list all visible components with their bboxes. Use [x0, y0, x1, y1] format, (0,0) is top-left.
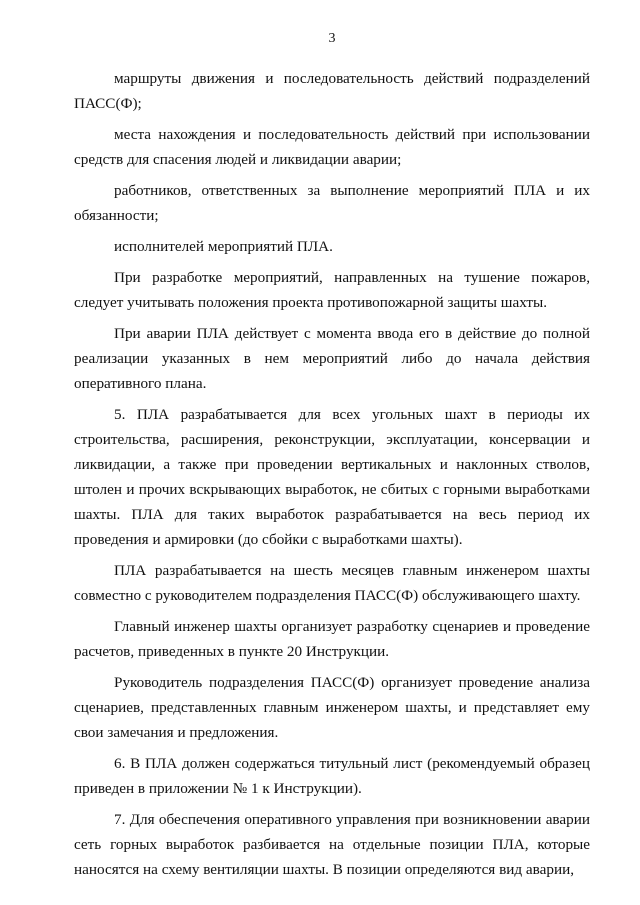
- page-number: 3: [328, 31, 336, 46]
- paragraph-chief-engineer: Главный инженер шахты организует разработку сценариев и проведение расчетов, приведенных в пункте 20 Инструкции.: [74, 618, 590, 660]
- paragraph-item-7: 7. Для обеспечения оперативного управления при возникновении аварии сеть горных выработок разбивается на отдельные позиции ПЛА, которые наносятся на схему вентиляции шахты. В позиции определяются вид аварии,: [74, 811, 590, 878]
- paragraph-fire-measures: При разработке мероприятий, направленных на тушение пожаров, следует учитывать положения проекта противопожарной защиты шахты.: [74, 269, 590, 311]
- paragraph-pla-validity: При аварии ПЛА действует с момента ввода его в действие до полной реализации указанных в нем мероприятий либо до начала действия оперативного плана.: [74, 325, 590, 392]
- paragraph-pass-head: Руководитель подразделения ПАСС(Ф) организует проведение анализа сценариев, представленных главным инженером шахты, и представляет ему свои замечания и предложения.: [74, 674, 590, 741]
- paragraph-development-period: ПЛА разрабатывается на шесть месяцев главным инженером шахты совместно с руководителем подразделения ПАСС(Ф) обслуживающего шахту.: [74, 562, 590, 604]
- paragraph-executors: исполнителей мероприятий ПЛА.: [114, 238, 333, 255]
- paragraph-item-6: 6. В ПЛА должен содержаться титульный лист (рекомендуемый образец приведен в приложении № 1 к Инструкции).: [74, 755, 590, 797]
- paragraph-responsible-workers: работников, ответственных за выполнение мероприятий ПЛА и их обязанности;: [74, 182, 590, 224]
- paragraph-routes: маршруты движения и последовательность действий подразделений ПАСС(Ф);: [74, 70, 590, 112]
- paragraph-item-5: 5. ПЛА разрабатывается для всех угольных шахт в периоды их строительства, расширения, реконструкции, эксплуатации, консервации и ликвидации, а также при проведении вертикальных и наклонных стволов, штолен и прочих вскрывающих выработок, не сбитых с горными выработками шахты. ПЛА для таких выработок разрабатывается на весь период их проведения и армировки (до сбойки с выработками шахты).: [74, 406, 590, 548]
- paragraph-rescue-means: места нахождения и последовательность действий при использовании средств для спасения людей и ликвидации аварии;: [74, 126, 590, 168]
